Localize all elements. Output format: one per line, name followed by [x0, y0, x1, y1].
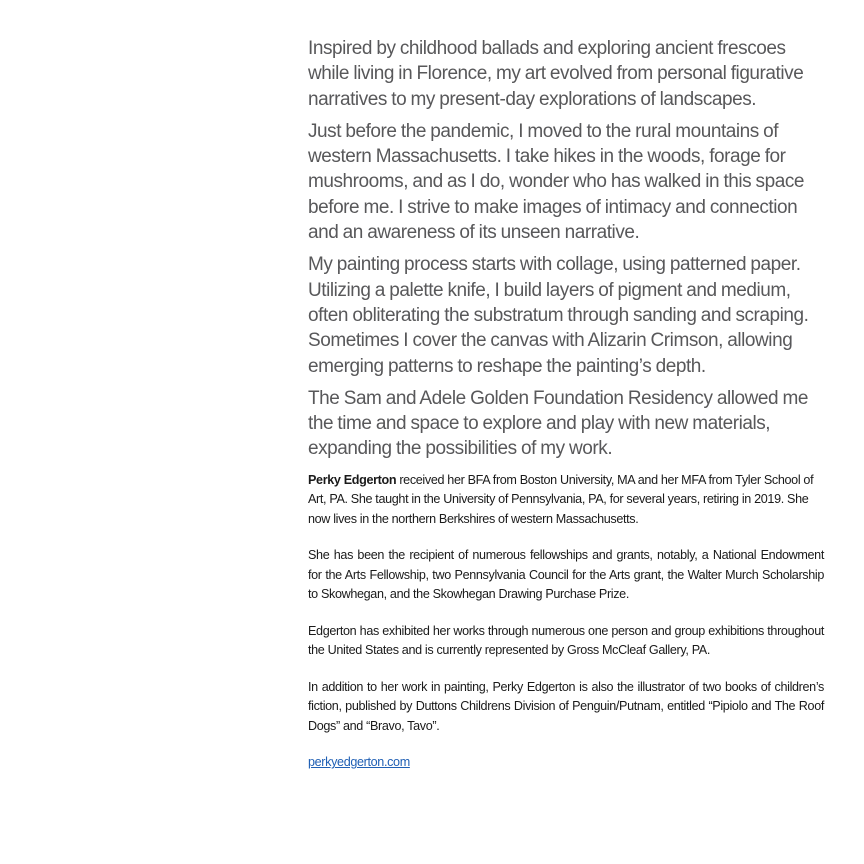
- bio-paragraph: In addition to her work in painting, Perky Edgerton is also the illustrator of two books of children’s fiction, published by Duttons Childrens Division of Penguin/Putnam, entitled “Pipiolo and The Roof Dogs” and “Bravo, Tavo”.: [308, 679, 824, 733]
- statement-paragraph: The Sam and Adele Golden Foundation Residency allowed me the time and space to explore and play with new materials, expanding the possibilities of my work.: [308, 387, 808, 460]
- statement-paragraph: Inspired by childhood ballads and exploring ancient frescoes while living in Florence, my art evolved from personal figurative narratives to my present-day explorations of landscapes.: [308, 38, 804, 110]
- bio-paragraph: [308, 471, 824, 530]
- website-link[interactable]: perkyedgerton.com: [308, 755, 410, 770]
- document-column: [308, 36, 824, 773]
- artist-bio: [308, 471, 824, 773]
- statement-paragraph: My painting process starts with collage, using patterned paper. Utilizing a palette knife, I build layers of pigment and medium, often obliterating the substratum through sanding and scraping. Sometimes I cover the canvas with Alizarin Crimson, allowing emerging patterns to reshape the painting’s depth.: [308, 254, 809, 377]
- bio-paragraph: She has been the recipient of numerous fellowships and grants, notably, a National Endowment for the Arts Fellowship, two Pennsylvania Council for the Arts grant, the Walter Murch Scholarship to Skowhegan, and the Skowhegan Drawing Purchase Prize.: [308, 548, 824, 602]
- bio-paragraph: Edgerton has exhibited her works through numerous one person and group exhibitions throughout the United States and is currently represented by Gross McCleaf Gallery, PA.: [308, 623, 824, 658]
- bio-paragraph-text: received her BFA from Boston University, MA and her MFA from Tyler School of Art, PA. She taught in the University of Pennsylvania, PA, for several years, retiring in 2019. She now lives in the northern Berkshires of western Massachusetts.: [308, 472, 814, 526]
- statement-paragraph: Just before the pandemic, I moved to the rural mountains of western Massachusetts. I take hikes in the woods, forage for mushrooms, and as I do, wonder who has walked in this space before me. I strive to make images of intimacy and connection and an awareness of its unseen narrative.: [308, 120, 805, 244]
- artist-statement: [308, 36, 824, 462]
- artist-name: Perky Edgerton: [308, 472, 397, 487]
